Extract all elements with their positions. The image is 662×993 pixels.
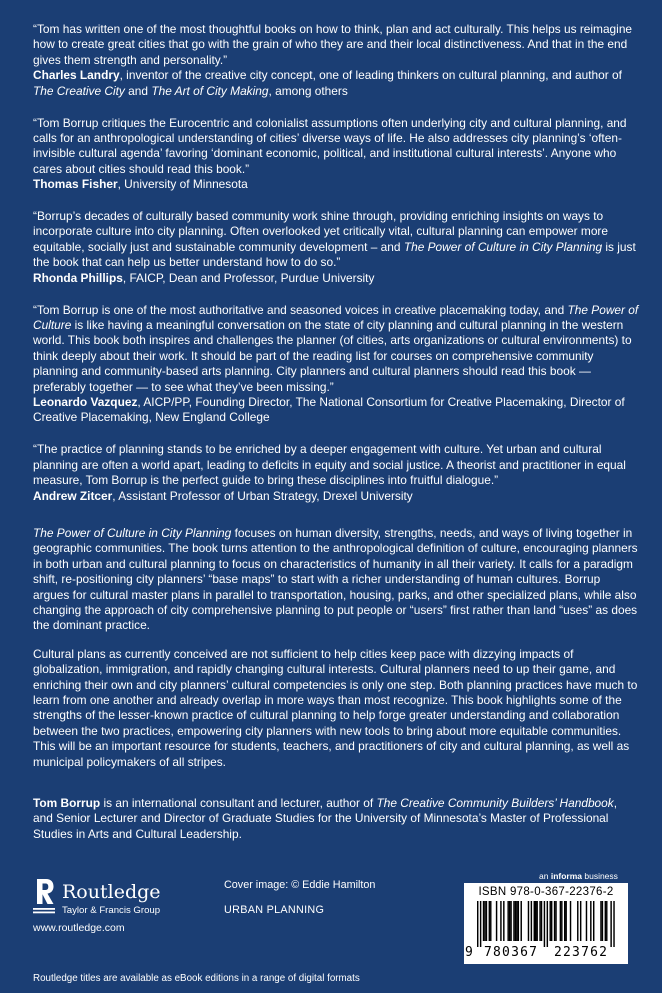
barcode-bar: [560, 901, 561, 941]
barcode-bar: [510, 901, 511, 941]
barcode-bar: [536, 901, 537, 941]
barcode-bar: [507, 901, 508, 941]
quote-text: “Tom Borrup is one of the most authoritative and seasoned voices in creative placemaking today, and: [33, 302, 568, 317]
barcode-bar: [477, 901, 478, 947]
cover-credit: Cover image: © Eddie Hamilton: [224, 879, 376, 891]
description-paragraph: [33, 526, 639, 634]
bio-text: is an international consultant and lecturer, author of: [100, 796, 377, 811]
isbn-barcode: [464, 883, 628, 964]
quote-text: “Borrup’s decades of culturally based community work shine through, providing enriching insights on ways to incorporate culture into city planning. Often overlooked yet critically vital, cultural planning can empower more equitable, socially just and sustainable community development – and: [33, 209, 609, 254]
endorser-affiliation: , AICP/PP, Founding Director, The National Consortium for Creative Placemaking, Director of Creative Placemaking, New England College: [33, 395, 625, 425]
barcode-digit-first: 9: [465, 945, 475, 960]
barcode-bar: [486, 901, 487, 941]
subject-category: URBAN PLANNING: [224, 904, 325, 916]
barcode-bar: [516, 901, 517, 941]
endorsement-quote: “Tom Borrup critiques the Eurocentric and colonialist assumptions often underlying city and cultural planning, and calls for an anthropological understanding of cities’ diverse ways of life. He also addresses city planning’s ‘often-invisible cultural agenda’ favoring ‘dominant economic, political, and institutional cultural interests’. Anyone who cares about cities should read this book.”: [33, 115, 627, 176]
barcode-bar: [561, 901, 562, 941]
barcode-digits-right: 223762: [554, 945, 609, 960]
endorser-affiliation: and: [124, 83, 152, 98]
barcode-bar: [503, 901, 504, 941]
book-title: The Art of City Making: [151, 83, 269, 98]
endorsement-attribution: [33, 395, 639, 426]
barcode-bar: [518, 901, 519, 941]
barcode-bar: [480, 901, 481, 947]
barcode-bar: [551, 901, 552, 941]
endorser-affiliation: , University of Minnesota: [117, 177, 248, 192]
barcode-bar: [515, 901, 516, 941]
endorsement: [33, 22, 639, 99]
informa-brand: informa: [550, 871, 582, 881]
barcode-bar: [565, 901, 566, 941]
barcode-bar: [528, 901, 529, 941]
barcode-bar: [613, 901, 614, 947]
publisher-group: Taylor & Francis Group: [62, 905, 161, 916]
book-title: The Creative City: [33, 83, 125, 98]
description-text: focuses on human diversity, strengths, needs, and ways of living together in geographic communities. The book turns attention to the anthropological definition of culture, encouraging planners in both urban and cultural planning to focus on characteristics of humanity in all their variety. It calls for a paradigm shift, re-positioning city planners’ “base maps” to start with a richer understanding of human cultures. Borrup argues for cultural master plans in parallel to transportation, housing, parks, and other specialized plans, while also changing the approach of city comprehensive planning to put people or “users” first rather than land “uses” as does the dominant practice.: [33, 525, 638, 633]
barcode-bar: [610, 901, 611, 947]
barcode-bar: [531, 901, 532, 941]
barcode-bar: [593, 901, 594, 941]
bio-text: , and Senior Lecturer and Director of Graduate Studies for the University of Minnesota’s Master of Professional Studies in Arts and Cultural Leadership.: [33, 796, 618, 841]
author-name: Tom Borrup: [33, 796, 101, 811]
barcode-bar: [580, 901, 581, 941]
cover-footer: [0, 872, 662, 993]
endorsement-quote: “The practice of planning stands to be enriched by a deeper engagement with culture. Yet urban and cultural planning are often a world apart, leading to deficits in equity and social justice. A theorist and practitioner in equal measure, Tom Borrup is the perfect guide to bring these disciplines into fruitful dialogue.”: [33, 442, 626, 488]
endorsement-attribution: [33, 68, 639, 99]
author-bio: [33, 796, 639, 842]
barcode-bar: [600, 901, 601, 941]
informa-tagline: [539, 871, 618, 881]
barcode-bar: [544, 901, 545, 947]
endorser-name: Thomas Fisher: [33, 177, 118, 192]
endorser-affiliation: , inventor of the creative city concept, one of leading thinkers on cultural planning, and author of: [119, 68, 622, 83]
endorsement: [33, 442, 639, 504]
isbn-label: ISBN 978-0-367-22376-2: [478, 886, 614, 898]
book-title: The Power of Culture: [33, 302, 639, 332]
endorsement-attribution: [33, 489, 639, 504]
barcode-bar: [535, 901, 536, 941]
book-title: The Power of Culture in City Planning: [33, 525, 232, 540]
description-paragraph: Cultural plans as currently conceived are not sufficient to help cities keep pace with dizzying impacts of globalization, immigration, and rapidly changing cultural interests. Cultural planners need to up their game, and enriching their own and city planners’ cultural competencies is only one step. Both planning practices have much to learn from one another and already overlap in more ways than most recognize. This book highlights some of the strengths of the lesser-known practice of cultural planning to help forge greater understanding and collaboration between the two practices, empowering city planners with new tools to bring about more equitable communities. This will be an important resource for students, teachers, and practitioners of city and cultural planning, as well as municipal policymakers of all stripes.: [33, 646, 638, 769]
endorser-affiliation: , FAICP, Dean and Professor, Purdue University: [122, 270, 375, 285]
routledge-r-icon: [33, 878, 55, 914]
barcode-bar: [521, 901, 522, 941]
barcode-bar: [550, 901, 551, 941]
barcode-bar: [509, 901, 510, 941]
barcode-bar: [483, 901, 484, 941]
barcode-bars: [474, 901, 618, 947]
publisher-name: Routledge: [62, 881, 161, 903]
endorsement-quote: [33, 209, 639, 271]
barcode-bar: [489, 901, 490, 941]
informa-text: an: [539, 871, 551, 881]
endorsement: [33, 209, 639, 286]
barcode-bar: [570, 901, 571, 941]
endorsement-attribution: [33, 177, 639, 192]
endorser-name: Andrew Zitcer: [33, 488, 113, 503]
barcode-bar: [484, 901, 485, 941]
barcode-bar: [590, 901, 591, 941]
endorser-affiliation: , Assistant Professor of Urban Strategy, Drexel University: [112, 488, 413, 503]
barcode-bar: [496, 901, 497, 941]
barcode-bar: [541, 901, 542, 941]
endorsement-quote: “Tom has written one of the most thoughtful books on how to think, plan and act culturally. This helps us reimagine how to create great cities that go with the grain of who they are and their local distinctiveness. And that in the end gives them strength and personality.”: [33, 22, 633, 67]
book-title: The Power of Culture in City Planning: [403, 239, 603, 254]
barcode-bar: [539, 901, 540, 941]
barcode-bar: [606, 901, 607, 941]
endorsement: [33, 116, 639, 193]
barcode-bar: [586, 901, 587, 941]
book-title: The Creative Community Builders’ Handbook: [376, 796, 614, 811]
informa-text: business: [582, 871, 618, 881]
endorser-affiliation: , among others: [268, 83, 348, 98]
endorser-name: Leonardo Vazquez: [33, 395, 138, 410]
publisher-url[interactable]: www.routledge.com: [33, 922, 125, 934]
barcode-bar: [577, 901, 578, 941]
barcode-bar: [564, 901, 565, 941]
barcode-bar: [547, 901, 548, 947]
endorsement-attribution: [33, 271, 639, 286]
quote-text: is like having a meaningful conversation on the state of city planning and cultural planning in the western world. This book both inspires and challenges the planner (of cities, arts organizations or cultural environments) to think deeply about their work. It should be part of the reading list for courses on comprehensive community planning and community-based arts planning. City planners and cultural planners should read this book — preferably together — to see what they’ve been missing.”: [33, 318, 632, 394]
barcode-bar: [513, 901, 514, 941]
cover-text: [33, 22, 639, 855]
quote-text: is just the book that can help us better understand how to do so.”: [33, 239, 636, 270]
barcode-bar: [490, 901, 491, 941]
barcode-bar: [500, 901, 501, 941]
barcode-bar: [555, 901, 556, 941]
endorsement: [33, 303, 639, 426]
barcode-digits-left: 780367: [484, 945, 539, 960]
barcode-bar: [605, 901, 606, 941]
ebook-note: Routledge titles are available as eBook editions in a range of digital formats: [33, 973, 360, 984]
endorser-name: Rhonda Phillips: [33, 270, 123, 285]
endorser-name: Charles Landry: [33, 68, 120, 83]
barcode-bar: [534, 901, 535, 941]
barcode-bar: [602, 901, 603, 941]
barcode-bar: [554, 901, 555, 941]
endorsement-quote: [33, 303, 639, 395]
